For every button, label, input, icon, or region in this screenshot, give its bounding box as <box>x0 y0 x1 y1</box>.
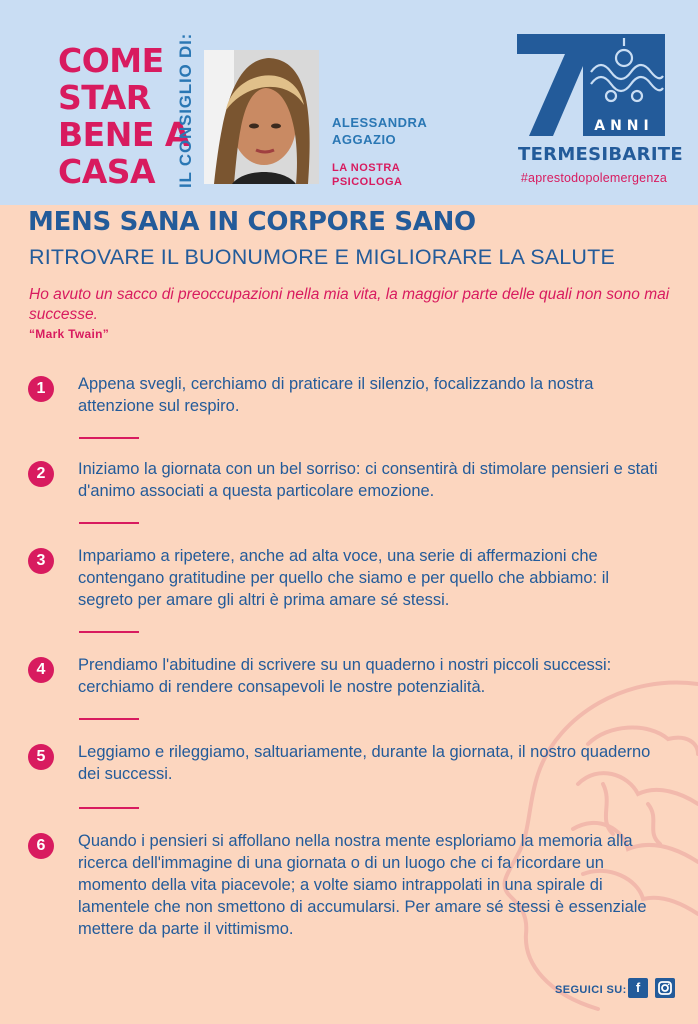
author-role-line: LA NOSTRA <box>332 162 401 174</box>
il-consiglio-label: IL CONSIGLIO DI: <box>176 32 195 188</box>
brand-name: TERMESIBARITE <box>518 144 683 165</box>
quote-author: “Mark Twain” <box>29 327 110 341</box>
author-portrait-icon <box>204 50 319 184</box>
quote-text: Ho avuto un sacco di preoccupazioni nella mia vita, la maggior parte delle quali non sono mai successe. <box>29 286 670 323</box>
cta-line: STAR <box>58 78 151 117</box>
instagram-icon[interactable] <box>655 978 675 998</box>
instagram-glyph-icon <box>655 978 675 998</box>
hashtag: #aprestodopolemergenza <box>520 171 668 185</box>
tip-text: Quando i pensieri si affollano nella nostra mente esploriamo la memoria alla ricerca dell'immagine di una giornata o di un luogo che ci fa ricordare un momento della vita piacevole; a volte siamo intrappolati in una spirale di lamentele che non smettono di accumularsi. Per amare sé stessi è essenziale mettere da parte il vittimismo. <box>78 832 647 938</box>
cta-line: CASA <box>58 152 156 191</box>
cta-line: COME <box>58 41 164 80</box>
come-star-bene-title <box>58 42 190 190</box>
tip-text: Leggiamo e rileggiamo, saltuariamente, durante la giornata, il nostro quaderno dei successi. <box>78 743 651 783</box>
cta-line: BENE A <box>58 115 190 154</box>
tip-text: Iniziamo la giornata con un bel sorriso: ci consentirà di stimolare pensieri e stati d'animo associati a questa particolare emozione. <box>78 460 658 500</box>
tip-divider <box>79 437 139 439</box>
tip-text: Prendiamo l'abitudine di scrivere su un quaderno i nostri piccoli successi: cerchiamo di rendere consapevoli le nostre potenzialità. <box>78 656 612 696</box>
tip-divider <box>79 718 139 720</box>
author-name-line: AGGAZIO <box>332 132 397 147</box>
author-role-line: PSICOLOGA <box>332 176 403 188</box>
anni-label: ANNI <box>594 118 654 134</box>
tip-divider <box>79 631 139 633</box>
tip-divider <box>79 522 139 524</box>
seventy-years-logo-icon <box>515 32 667 136</box>
author-name <box>332 114 427 148</box>
article-subtitle: RITROVARE IL BUONUMORE E MIGLIORARE LA SALUTE <box>29 245 616 269</box>
tip-number-badge: 6 <box>28 833 54 859</box>
tip-number-badge: 2 <box>28 461 54 487</box>
author-photo <box>204 50 319 184</box>
facebook-icon[interactable]: f <box>628 978 648 998</box>
tip-text: Appena svegli, cerchiamo di praticare il silenzio, focalizzando la nostra attenzione sul respiro. <box>78 375 594 415</box>
follow-us-label: SEGUICI SU: <box>555 984 627 996</box>
tip-number-badge: 3 <box>28 548 54 574</box>
author-name-line: ALESSANDRA <box>332 115 428 130</box>
tip-text: Impariamo a ripetere, anche ad alta voce, una serie di affermazioni che contengano gratitudine per quello che siamo e per quello che abbiamo: il segreto per amare gli altri è prima amare sé stessi. <box>78 547 610 609</box>
article-title: MENS SANA IN CORPORE SANO <box>28 207 476 237</box>
tip-number-badge: 4 <box>28 657 54 683</box>
author-role <box>332 161 403 189</box>
tip-divider <box>79 807 139 809</box>
tip-number-badge: 5 <box>28 744 54 770</box>
tip-number-badge: 1 <box>28 376 54 402</box>
